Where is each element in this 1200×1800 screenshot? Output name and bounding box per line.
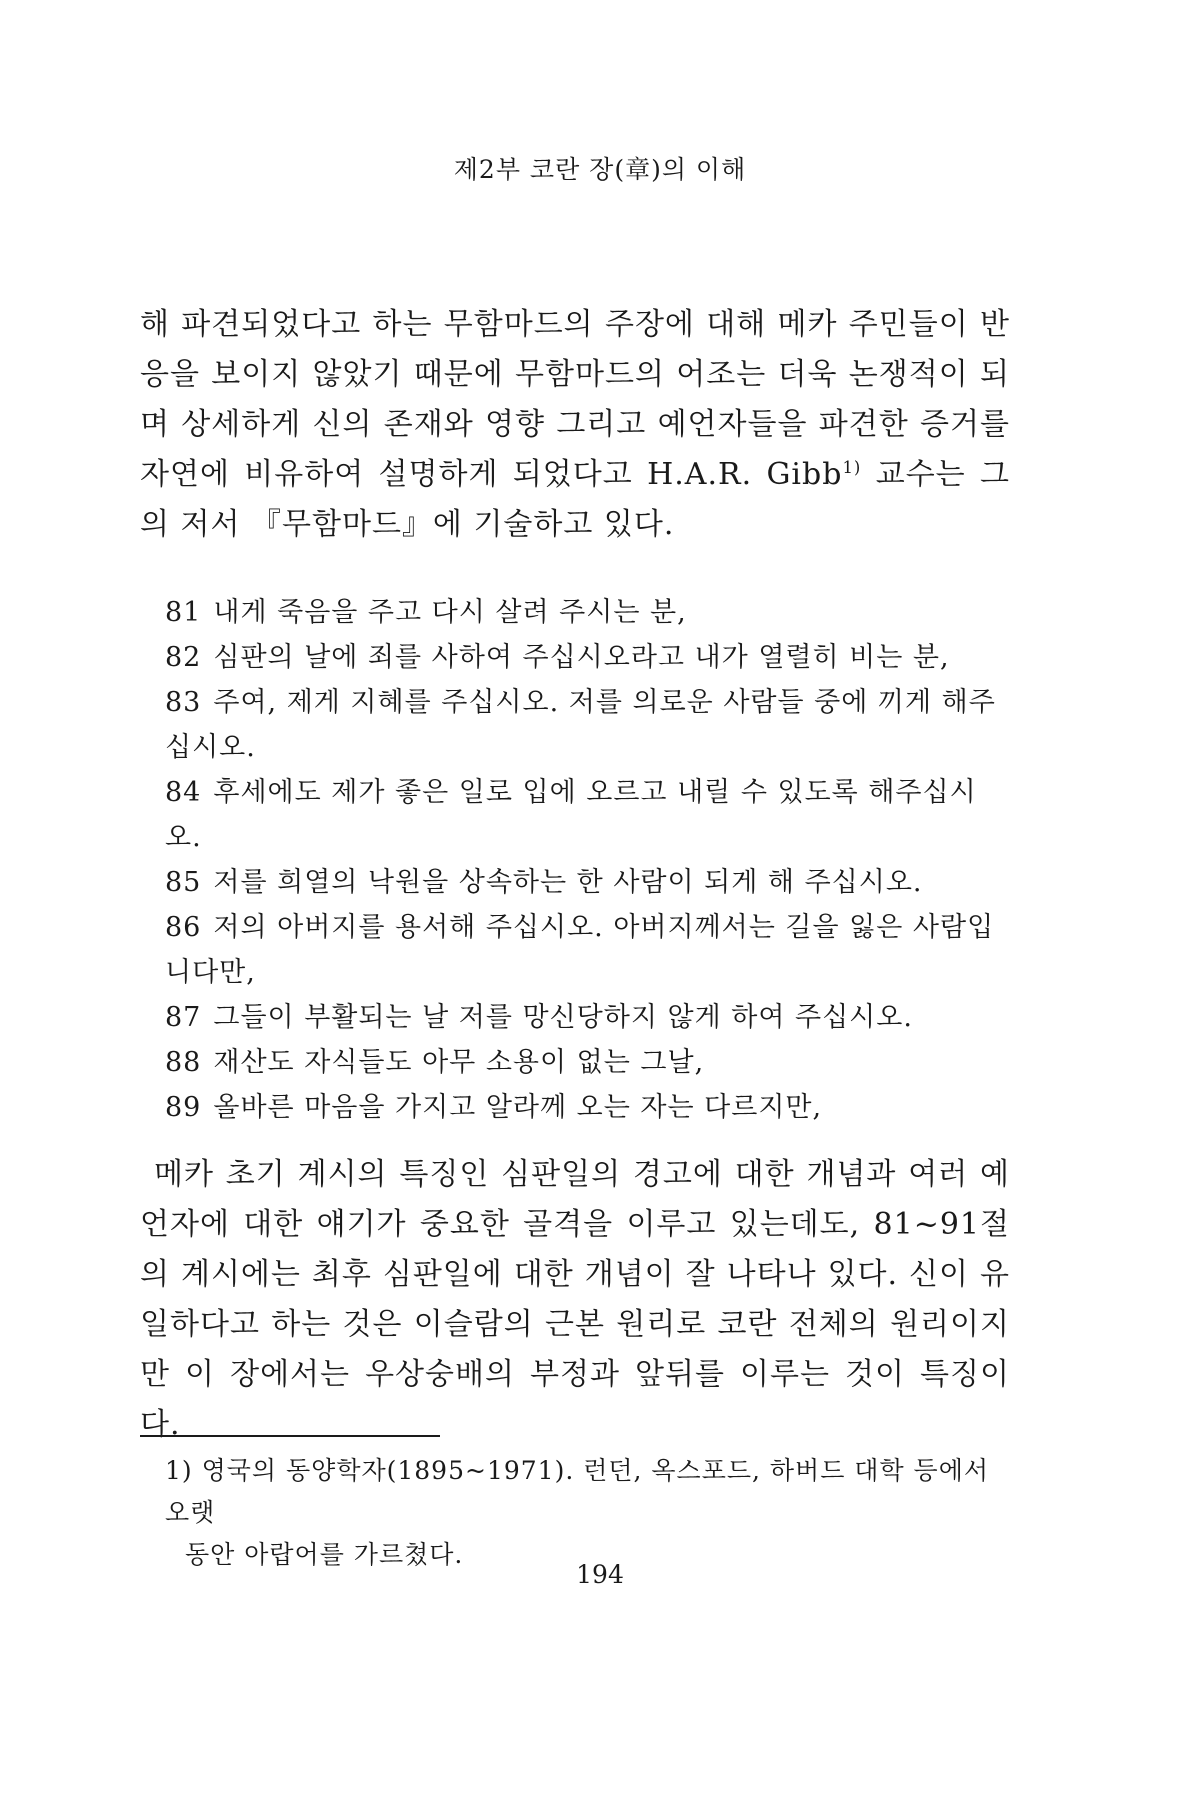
- verse-text: 올바른 마음을 가지고 알라께 오는 자는 다르지만,: [213, 1092, 823, 1123]
- footnote-line-1: [165, 1450, 1010, 1534]
- verse-number: 83: [165, 687, 202, 718]
- verse-text: 재산도 자식들도 아무 소용이 없는 그날,: [213, 1047, 705, 1078]
- verse-item: [165, 995, 1010, 1040]
- verse-text: 내게 죽음을 주고 다시 살려 주시는 분,: [213, 597, 687, 628]
- verse-text: 후세에도 제가 좋은 일로 입에 오르고 내릴 수 있도록 해주십시오.: [165, 777, 977, 853]
- verse-number: 86: [165, 912, 202, 943]
- verse-text: 그들이 부활되는 날 저를 망신당하지 않게 하여 주십시오.: [213, 1002, 913, 1033]
- verse-item: [165, 590, 1010, 635]
- verse-text: 저의 아버지를 용서해 주십시오. 아버지께서는 길을 잃은 사람입니다만,: [165, 912, 995, 988]
- verse-item: [165, 1085, 1010, 1130]
- verse-number: 82: [165, 642, 202, 673]
- footnote-reference: 1): [842, 458, 862, 477]
- paragraph-1-text-after-note: 교수는 그의 저서 『무함마드』에 기술하고 있다.: [140, 457, 1010, 542]
- verse-number: 81: [165, 597, 202, 628]
- verse-number: 87: [165, 1002, 202, 1033]
- verse-item: [165, 770, 1010, 860]
- verse-text: 저를 희열의 낙원을 상속하는 한 사람이 되게 해 주십시오.: [213, 867, 923, 898]
- footnote-divider: [140, 1435, 440, 1437]
- verse-text: 주여, 제게 지혜를 주십시오. 저를 의로운 사람들 중에 끼게 해주십시오.: [165, 687, 996, 763]
- verse-number: 88: [165, 1047, 202, 1078]
- verse-list: [165, 590, 1010, 1130]
- verse-number: 89: [165, 1092, 202, 1123]
- verse-item: [165, 860, 1010, 905]
- verse-number: 85: [165, 867, 202, 898]
- footnote: [165, 1450, 1010, 1576]
- paragraph-1: [140, 300, 1010, 550]
- verse-item: [165, 680, 1010, 770]
- verse-item: [165, 1040, 1010, 1085]
- paragraph-1-text-before-note: 해 파견되었다고 하는 무함마드의 주장에 대해 메카 주민들이 반응을 보이지 않았기 때문에 무함마드의 어조는 더욱 논쟁적이 되며 상세하게 신의 존재와 영향 그리고 예언자들을 파견한 증거를 자연에 비유하여 설명하게 되었다고 H.A.R. Gibb: [140, 307, 1010, 492]
- footnote-line-2: 동안 아랍어를 가르쳤다.: [185, 1540, 464, 1569]
- footnote-marker: 1): [165, 1456, 193, 1485]
- paragraph-2: 메카 초기 계시의 특징인 심판일의 경고에 대한 개념과 여러 예언자에 대한 얘기가 중요한 골격을 이루고 있는데도, 81~91절의 계시에는 최후 심판일에 대한 개념이 잘 나타나 있다. 신이 유일하다고 하는 것은 이슬람의 근본 원리로 코란 전체의 원리이지만 이 장에서는 우상숭배의 부정과 앞뒤를 이루는 것이 특징이다.: [140, 1157, 1010, 1442]
- page-number: 194: [576, 1560, 624, 1589]
- footnote-text: 영국의 동양학자(1895~1971). 런던, 옥스포드, 하버드 대학 등에서 오랫: [165, 1456, 989, 1527]
- verse-item: [165, 635, 1010, 680]
- verse-item: [165, 905, 1010, 995]
- running-header: 제2부 코란 장(章)의 이해: [453, 155, 747, 184]
- verse-number: 84: [165, 777, 202, 808]
- verse-text: 심판의 날에 죄를 사하여 주십시오라고 내가 열렬히 비는 분,: [213, 642, 950, 673]
